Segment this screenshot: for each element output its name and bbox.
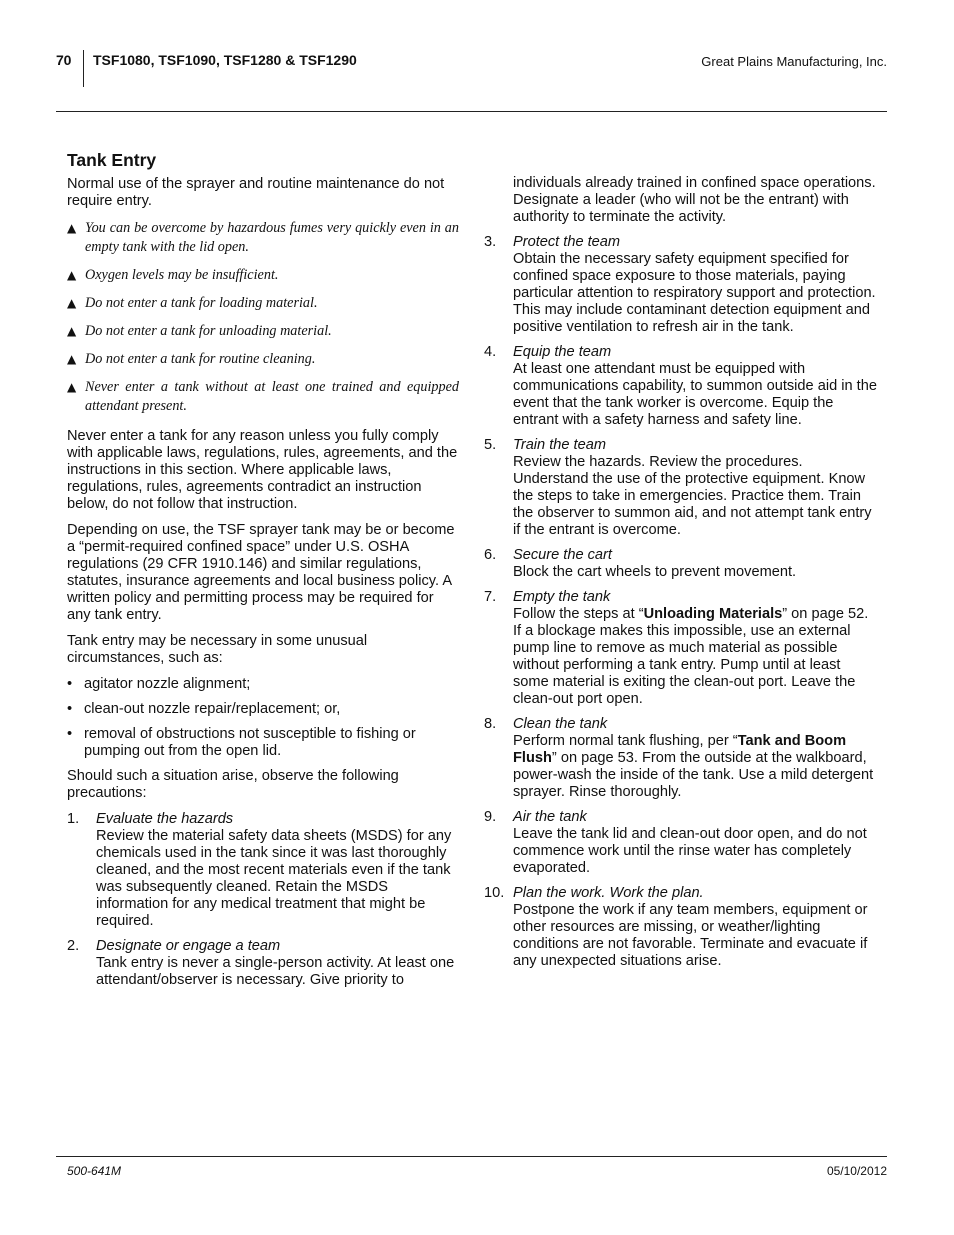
step-item: 9. Air the tank Leave the tank lid and clean-out door open, and do not commence work until the rinse water has completely evaporated. — [484, 809, 878, 877]
step-title: Secure the cart — [513, 547, 612, 563]
step-item: 4. Equip the team At least one attendant must be equipped with communications capability, to summon outside aid in the event that the tank worker is overcome. Equip the entrant with a safety harness and safety line. — [484, 344, 877, 428]
list-item: • clean-out nozzle repair/replacement; or, — [67, 701, 341, 717]
step-title: Protect the team — [513, 234, 621, 250]
step-item: 2. Designate or engage a team Tank entry is never a single-person activity. At least one attendant/observer is necessary. Give priority to — [67, 938, 459, 989]
cross-reference: Tank and Boom Flush — [513, 733, 847, 766]
warning-triangle-icon: ▲ — [67, 324, 77, 338]
step-item: 7. Empty the tank Follow the steps at “Unloading Materials” on page 52. If a blockage makes this impossible, use an external pump line to remove as much material as possible without performing a tank entry. Pump until at least some material is exiting the clean-out port. Leave the clean-out port open. — [484, 589, 878, 708]
intro-paragraph: Normal use of the sprayer and routine maintenance do not require entry. — [67, 176, 445, 209]
step-item: 8. Clean the tank Perform normal tank flushing, per “Tank and Boom Flush” on page 53. From the outside at the walkboard, power-wash the inside of the tank. Use a mild detergent sprayer. Rinse thoroughly. — [484, 716, 878, 801]
step-body: Postpone the work if any team members, equipment or other resources are missing, or weather/lighting conditions are not favorable. Terminate and evacuate if any unexpected situations arise. — [513, 902, 868, 969]
warning-triangle-icon: ▲ — [67, 352, 77, 366]
steps-list-left — [67, 811, 459, 989]
step-body: Obtain the necessary safety equipment specified for confined space exposure to those materials, paying particular attention to respiratory support and protection. This may include contaminant detection equipment and positive ventilation to refresh air in the tank. — [513, 251, 876, 335]
list-item: • agitator nozzle alignment; — [67, 676, 251, 692]
bullet-icon: • — [67, 676, 73, 692]
step-title: Plan the work. Work the plan. — [513, 885, 704, 901]
warning-item: ▲ Oxygen levels may be insufficient. — [67, 267, 279, 283]
paragraph-compliance: Never enter a tank for any reason unless you fully comply with applicable laws, regulations, rules, agreements, and the instructions in this section. Where applicable laws, regulations, rules, agreements contradict an instruction below, do not follow that instruction. — [67, 428, 458, 512]
warning-triangle-icon: ▲ — [67, 380, 77, 394]
warning-item: ▲ Do not enter a tank for unloading material. — [67, 323, 332, 339]
step-body: Review the hazards. Review the procedures. Understand the use of the protective equipment. Know the steps to take in emergencies. Practice them. Train the observer to summon aid, and not attempt tank entry if the entrant is overcome. — [513, 454, 872, 538]
bullet-icon: • — [67, 701, 73, 717]
step-item: 1. Evaluate the hazards Review the material safety data sheets (MSDS) for any chemicals used in the tank since it was last thoroughly cleaned, and the most recent materials even if the tank was subsequently cleaned. Retain the MSDS information for any medical treatment that might be required. — [67, 811, 459, 930]
bullet-icon: • — [67, 726, 73, 742]
step-item: 5. Train the team Review the hazards. Review the procedures. Understand the use of the protective equipment. Know the steps to take in emergencies. Practice them. Train the observer to summon aid, and not attempt tank entry if the entrant is overcome. — [484, 437, 878, 539]
step-title: Train the team — [513, 437, 607, 453]
paragraph-osha: Depending on use, the TSF sprayer tank may be or become a “permit-required confined space” under U.S. OSHA regulations (29 CFR 1910.146) and similar regulations, statutes, insurance agreements and local business policy. A written policy and permitting process may be required for any tank entry. — [67, 522, 455, 623]
step-item-continued — [484, 175, 878, 226]
warning-item: ▲ Do not enter a tank for loading material. — [67, 295, 318, 311]
warning-triangle-icon: ▲ — [67, 268, 77, 282]
paragraph-precautions: Should such a situation arise, observe the following precautions: — [67, 768, 399, 801]
step-body: Follow the steps at “Unloading Materials” on page 52. If a blockage makes this impossible, use an external pump line to remove as much material as possible without performing a tank entry. Pump until at least some material is exiting the clean-out port. Leave the clean-out port open. — [513, 606, 869, 707]
step-body: At least one attendant must be equipped with communications capability, to summon outside aid in the event that the tank worker is overcome. Equip the entrant with a safety harness and safety line. — [513, 361, 877, 428]
page-number: 70 — [56, 52, 72, 68]
cross-reference: Unloading Materials — [643, 606, 783, 622]
step-body: Leave the tank lid and clean-out door open, and do not commence work until the rinse water has completely evaporated. — [513, 826, 867, 876]
step-title: Designate or engage a team — [96, 938, 281, 954]
circumstance-list — [67, 676, 459, 760]
document-number: 500-641M — [67, 1164, 122, 1178]
warning-triangle-icon: ▲ — [67, 221, 77, 235]
document-date: 05/10/2012 — [826, 1164, 887, 1178]
step-item: 3. Protect the team Obtain the necessary safety equipment specified for confined space exposure to those materials, paying particular attention to respiratory support and protection. This may include contaminant detection equipment and positive ventilation to refresh air in the tank. — [484, 234, 878, 336]
warning-item: ▲ Never enter a tank without at least one trained and equipped attendant present. — [67, 379, 459, 414]
step-title: Equip the team — [513, 344, 612, 360]
paragraph-circumstances: Tank entry may be necessary in some unusual circumstances, such as: — [67, 633, 368, 666]
warning-item: ▲ You can be overcome by hazardous fumes very quickly even in an empty tank with the lid open. — [67, 220, 459, 255]
step-body: Perform normal tank flushing, per “Tank and Boom Flush” on page 53. From the outside at the walkboard, power-wash the inside of the tank. Use a mild detergent sprayer. Rinse thoroughly. — [513, 733, 874, 800]
company-name: Great Plains Manufacturing, Inc. — [701, 54, 887, 69]
left-column — [67, 150, 459, 997]
document-title: TSF1080, TSF1090, TSF1280 & TSF1290 — [93, 52, 357, 68]
step-item: 10. Plan the work. Work the plan. Postpone the work if any team members, equipment or other resources are missing, or weather/lighting conditions are not favorable. Terminate and evacuate if any unexpected situations arise. — [484, 885, 878, 970]
steps-list-right — [484, 175, 878, 970]
header-divider — [83, 50, 84, 87]
step-title: Clean the tank — [513, 716, 608, 732]
step-title: Empty the tank — [513, 589, 611, 605]
list-item: • removal of obstructions not susceptible to fishing or pumping out from the open lid. — [67, 726, 416, 759]
step-title: Evaluate the hazards — [96, 811, 234, 827]
step-item: 6. Secure the cart Block the cart wheels to prevent movement. — [484, 547, 878, 581]
warning-triangle-icon: ▲ — [67, 296, 77, 310]
step-body: individuals already trained in confined space operations. Designate a leader (who will not be the entrant) with authority to terminate the activity. — [513, 175, 876, 225]
step-body: Tank entry is never a single-person activity. At least one attendant/observer is necessary. Give priority to — [96, 955, 455, 988]
right-column — [484, 175, 878, 978]
warning-item: ▲ Do not enter a tank for routine cleaning. — [67, 351, 316, 367]
step-title: Air the tank — [513, 809, 587, 825]
step-body: Block the cart wheels to prevent movement. — [513, 564, 797, 580]
footer-rule — [56, 1156, 887, 1157]
section-title: Tank Entry — [67, 150, 157, 170]
header-rule — [56, 111, 887, 112]
step-body: Review the material safety data sheets (MSDS) for any chemicals used in the tank since it was last thoroughly cleaned, and the most recent materials even if the tank was subsequently cleaned. Retain the MSDS information for any medical treatment that might be required. — [96, 828, 452, 929]
